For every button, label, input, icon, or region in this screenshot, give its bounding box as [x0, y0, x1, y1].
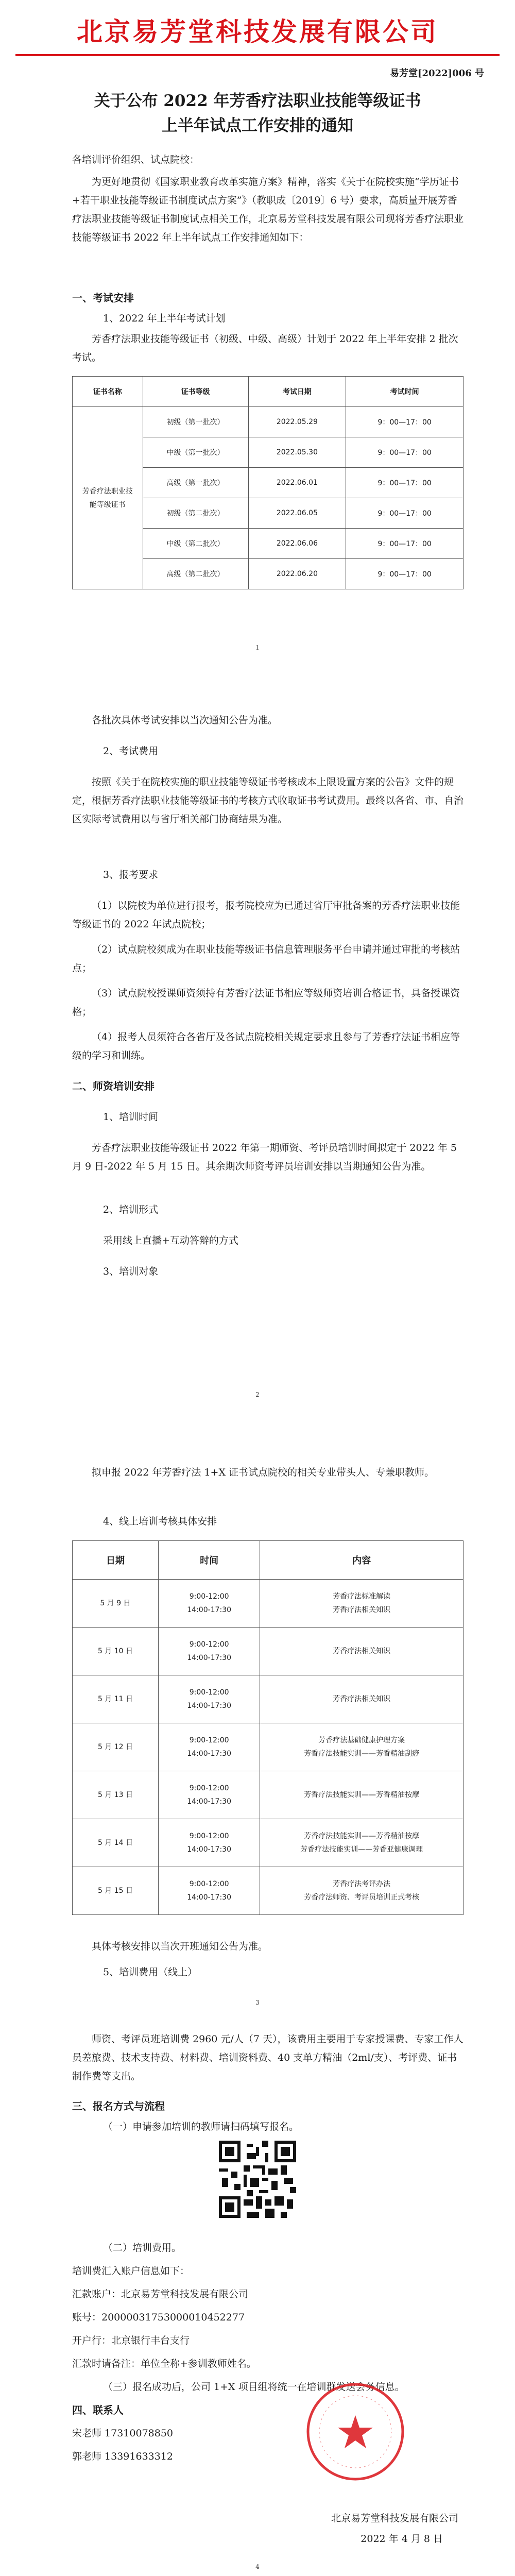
table-cell: 2022.06.20	[248, 559, 346, 589]
page-number: 4	[255, 2563, 260, 2570]
section-2-heading: 二、师资培训安排	[72, 1080, 154, 1092]
table-cell: 9:00-12:00 14:00-17:30	[158, 1867, 260, 1915]
table-cell: 高级（第二批次）	[143, 559, 248, 589]
requirement-4: （4）报考人员须符合各省厅及各试点院校相关规定要求且参与了芳香疗法证书相应等级的学习和训练。	[72, 1031, 460, 1061]
page-number: 3	[255, 1999, 260, 2006]
table-cell: 2022.05.29	[248, 407, 346, 437]
table-header: 考试日期	[248, 377, 346, 407]
page-number: 1	[255, 644, 260, 651]
section-2-sub1: 1、培训时间	[103, 1111, 159, 1123]
table-cell: 芳香疗法相关知识	[260, 1628, 464, 1675]
section-3-heading: 三、报名方式与流程	[72, 2100, 165, 2112]
requirement-3: （3）试点院校授课师资须持有芳香疗法证书相应等级师资培训合格证书，具备授课资格；	[72, 988, 460, 1018]
table-header: 考试时间	[346, 377, 464, 407]
table-cell: 中级（第二批次）	[143, 529, 248, 559]
section-1-sub2-text: 按照《关于在院校实施的职业技能等级证书考核成本上限设置方案的公告》文件的规定，根据芳香疗法职业技能等级证书的考核方式收取证书考试费用。最终以各省、市、自治区实际考试费用以与省厅相关部门协商结果为准。	[72, 776, 464, 825]
table-cell: 9：00—17：00	[346, 559, 464, 589]
section-2-sub5: 5、培训费用（线上）	[103, 1967, 198, 1978]
exam-schedule-table	[72, 376, 464, 589]
table-header: 日期	[73, 1541, 159, 1580]
document-title-line2: 上半年试点工作安排的通知	[162, 116, 353, 135]
table-cell: 芳香疗法基础健康护理方案 芳香疗法技能实训——芳香精油刮痧	[260, 1723, 464, 1771]
table-header: 证书等级	[143, 377, 248, 407]
table-cell: 初级（第二批次）	[143, 498, 248, 529]
section-4-heading: 四、联系人	[72, 2404, 124, 2416]
table-cell: 9:00-12:00 14:00-17:30	[158, 1675, 260, 1723]
table-cell: 9：00—17：00	[346, 529, 464, 559]
table-cell: 9：00—17：00	[346, 407, 464, 437]
section-1-after-table: 各批次具体考试安排以当次通知公告为准。	[92, 715, 278, 726]
company-seal-stamp	[304, 2380, 407, 2483]
footer-company: 北京易芳堂科技发展有限公司	[331, 2513, 458, 2524]
section-2-sub5-text: 师资、考评员班培训费 2960 元/人（7 天），该费用主要用于专家授课费、专家工作人员差旅费、技术支持费、材料费、培训资料费、40 支单方精油（2ml/支）、考评费、证书制作费等支出。	[72, 2033, 464, 2082]
table-cell: 5 月 13 日	[73, 1771, 159, 1819]
table-cell: 9:00-12:00 14:00-17:30	[158, 1771, 260, 1819]
section-2-sub3-text: 拟申报 2022 年芳香疗法 1+X 证书试点院校的相关专业带头人、专兼职教师。	[92, 1467, 435, 1478]
registration-qr-code[interactable]	[219, 2141, 296, 2218]
table-cell: 9:00-12:00 14:00-17:30	[158, 1723, 260, 1771]
section-2-after-table: 具体考核安排以当次开班通知公告为准。	[92, 1941, 268, 1952]
table-cell: 高级（第一批次）	[143, 468, 248, 498]
table-cell: 9：00—17：00	[346, 498, 464, 529]
registration-step-3: （三）报名成功后，公司 1+X 项目组将统一在培训群发送会务信息。	[103, 2381, 405, 2393]
section-2-sub2-text: 采用线上直播+互动答辩的方式	[103, 1235, 238, 1246]
training-schedule-table	[72, 1540, 464, 1915]
table-cell: 2022.05.30	[248, 437, 346, 468]
requirement-1: （1）以院校为单位进行报考，报考院校应为已通过省厅审批备案的芳香疗法职业技能等级证书的 2022 年试点院校；	[72, 900, 460, 930]
section-2-sub2: 2、培训形式	[103, 1204, 159, 1215]
salutation: 各培训评价组织、试点院校：	[72, 154, 200, 165]
table-cell: 初级（第一批次）	[143, 407, 248, 437]
contact-1: 宋老师 17310078850	[72, 2428, 174, 2439]
company-letterhead: 北京易芳堂科技发展有限公司	[77, 17, 438, 47]
table-cell: 5 月 12 日	[73, 1723, 159, 1771]
table-cell: 5 月 11 日	[73, 1675, 159, 1723]
requirement-2: （2）试点院校须成为在职业技能等级证书信息管理服务平台申请并通过审批的考核站点；	[72, 944, 460, 974]
account-name: 汇款账户：北京易芳堂科技发展有限公司	[72, 2289, 249, 2300]
letterhead-divider	[15, 54, 500, 56]
section-2-sub4: 4、线上培训考核具体安排	[103, 1516, 217, 1527]
cert-name-cell: 芳香疗法职业技能等级证书	[73, 407, 143, 589]
table-cell: 5 月 9 日	[73, 1580, 159, 1628]
table-cell: 2022.06.05	[248, 498, 346, 529]
document-title-line1: 关于公布 2022 年芳香疗法职业技能等级证书	[94, 92, 421, 110]
table-header: 内容	[260, 1541, 464, 1580]
section-1-sub1: 1、2022 年上半年考试计划	[103, 313, 226, 324]
table-cell: 9:00-12:00 14:00-17:30	[158, 1628, 260, 1675]
table-cell: 2022.06.06	[248, 529, 346, 559]
table-cell: 芳香疗法相关知识	[260, 1675, 464, 1723]
bank-name: 开户行：北京银行丰台支行	[72, 2335, 190, 2346]
table-cell: 9：00—17：00	[346, 437, 464, 468]
table-cell: 5 月 14 日	[73, 1819, 159, 1867]
table-cell: 9：00—17：00	[346, 468, 464, 498]
table-cell: 芳香疗法标准解读 芳香疗法相关知识	[260, 1580, 464, 1628]
section-1-sub2: 2、考试费用	[103, 745, 159, 757]
payment-remark: 汇款时请备注：单位全称+参训教师姓名。	[72, 2358, 256, 2369]
table-header: 证书名称	[73, 377, 143, 407]
table-cell: 9:00-12:00 14:00-17:30	[158, 1580, 260, 1628]
registration-step-2: （二）培训费用。	[103, 2242, 182, 2253]
section-1-sub1-text: 芳香疗法职业技能等级证书（初级、中级、高级）计划于 2022 年上半年安排 2 批次考试。	[72, 333, 458, 363]
contact-2: 郭老师 13391633312	[72, 2451, 174, 2462]
table-cell: 5 月 15 日	[73, 1867, 159, 1915]
section-1-sub3: 3、报考要求	[103, 869, 159, 880]
section-2-sub3: 3、培训对象	[103, 1266, 159, 1277]
footer-date: 2022 年 4 月 8 日	[360, 2533, 443, 2545]
table-cell: 芳香疗法考评办法 芳香疗法师资、考评员培训正式考核	[260, 1867, 464, 1915]
table-cell: 中级（第一批次）	[143, 437, 248, 468]
account-number: 账号：200000317530000104522​77	[72, 2312, 245, 2323]
registration-step-1: （一）申请参加培训的教师请扫码填写报名。	[103, 2121, 299, 2132]
section-1-heading: 一、考试安排	[72, 292, 134, 304]
table-cell: 5 月 10 日	[73, 1628, 159, 1675]
document-number: 易芳堂[2022]006 号	[390, 68, 484, 79]
table-cell: 芳香疗法技能实训——芳香精油按摩 芳香疗法技能实训——芳香亚健康调理	[260, 1819, 464, 1867]
table-cell: 2022.06.01	[248, 468, 346, 498]
intro-paragraph: 为更好地贯彻《国家职业教育改革实施方案》精神，落实《关于在院校实施“学历证书+若干职业技能等级证书制度试点方案”》（教职成〔2019〕6 号）要求，高质量开展芳香疗法职业技能等级证书制度试点相关工作，北京易芳堂科技发展有限公司现将芳香疗法职业技能等级证书 2022 年上半年试点工作安排通知如下：	[72, 176, 464, 243]
account-intro: 培训费汇入账户信息如下：	[72, 2265, 190, 2277]
section-2-sub1-text: 芳香疗法职业技能等级证书 2022 年第一期师资、考评员培训时间拟定于 2022 年 5 月 9 日-2022 年 5 月 15 日。其余期次师资考评员培训安排以当期通知公告为准。	[72, 1142, 457, 1172]
table-cell: 9:00-12:00 14:00-17:30	[158, 1819, 260, 1867]
page-number: 2	[255, 1391, 260, 1398]
table-cell: 芳香疗法技能实训——芳香精油按摩	[260, 1771, 464, 1819]
table-header: 时间	[158, 1541, 260, 1580]
